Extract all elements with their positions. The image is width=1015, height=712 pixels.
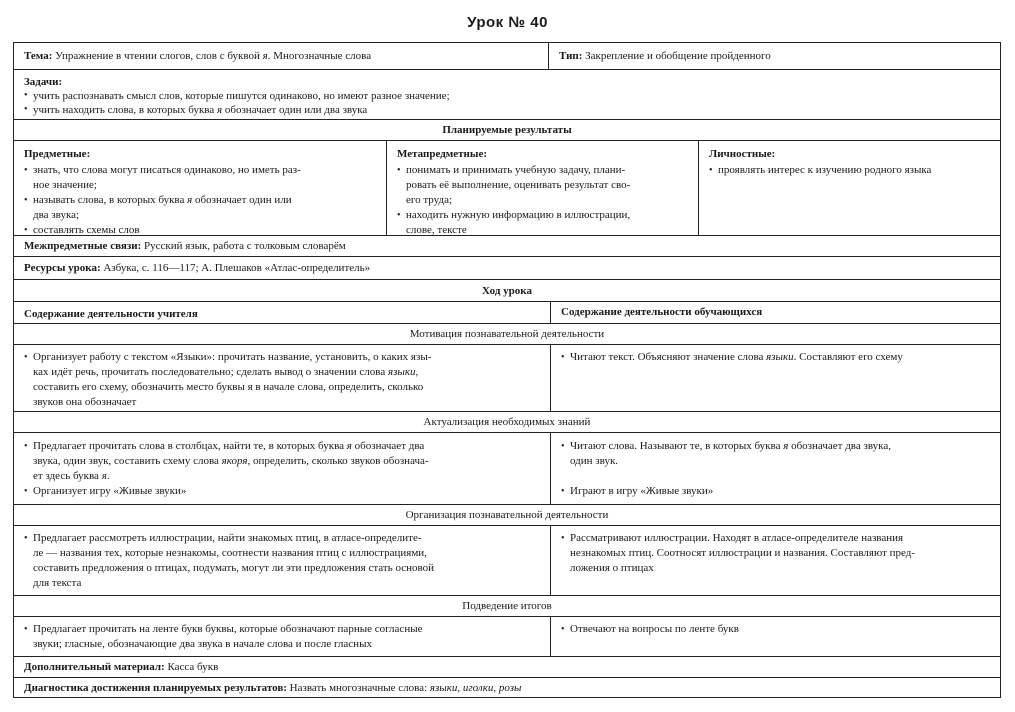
resources-cell — [14, 257, 1000, 279]
student-activity-text: один звук. — [570, 455, 619, 467]
personal-results-title: Личностные: — [709, 148, 776, 160]
teacher-activity-letter: я — [101, 470, 107, 482]
teacher-activity-text: Организует работу с текстом «Языки»: прочитать название, установить, о каких язы- — [33, 351, 432, 363]
task-item-text: учить находить слова, в которых буква — [33, 104, 217, 116]
additional-material-text: Касса букв — [167, 661, 219, 673]
diagnostics-text: Назвать многозначные слова: — [289, 682, 430, 694]
student-activity-text: Играют в игру «Живые звуки» — [570, 485, 714, 497]
type-text: Закрепление и обобщение пройденного — [585, 50, 771, 62]
diagnostics-label: Диагностика достижения планируемых результатов: — [24, 682, 287, 694]
interdisciplinary-label: Межпредметные связи: — [24, 240, 142, 252]
column-headers-row — [14, 302, 1000, 324]
subject-result-item — [24, 163, 376, 193]
organization-teacher-cell — [14, 526, 550, 595]
teacher-activity-item — [24, 531, 540, 591]
teacher-activity-item — [24, 350, 540, 410]
task-item — [24, 89, 990, 103]
teacher-column-header: Содержание деятельности учителя — [24, 308, 198, 320]
teacher-activity-text: ках идёт речь, прочитать последовательно; сделать вывод о значении слова — [33, 366, 388, 378]
planned-results-row — [14, 141, 1000, 236]
student-activity-item — [561, 622, 990, 637]
student-activity-item — [561, 350, 990, 365]
teacher-activity-text: составить его схему, обозначить место буквы я в начале слова, определить, сколько — [33, 381, 424, 393]
student-activity-item — [561, 439, 990, 469]
motivation-header: Мотивация познавательной деятельности — [409, 328, 605, 340]
subject-result-text: знать, что слова могут писаться одинаково, но иметь раз- — [33, 164, 301, 176]
actualization-header-row — [14, 412, 1000, 433]
summary-header: Подведение итогов — [462, 600, 552, 612]
student-column-header: Содержание деятельности обучающихся — [550, 302, 1000, 323]
actualization-header: Актуализация необходимых знаний — [423, 416, 591, 428]
personal-result-text: проявлять интерес к изучению родного языка — [718, 164, 932, 176]
topic-label: Тема: — [24, 50, 53, 62]
subject-result-text: два звука; — [33, 209, 80, 221]
motivation-student-cell — [550, 345, 1000, 411]
motivation-header-row — [14, 324, 1000, 345]
type-cell — [548, 43, 1000, 69]
teacher-activity-text: Организует игру «Живые звуки» — [33, 485, 187, 497]
tasks-row — [14, 70, 1000, 120]
teacher-activity-word: языки — [387, 366, 416, 378]
meta-result-text: понимать и принимать учебную задачу, плани- — [406, 164, 626, 176]
subject-result-item — [24, 193, 376, 223]
summary-header-row — [14, 596, 1000, 617]
teacher-activity-text: , — [415, 366, 419, 378]
subject-result-letter: я — [187, 194, 193, 206]
subject-result-text: составлять схемы слов — [33, 224, 140, 235]
topic-letter: я — [262, 50, 268, 62]
meta-result-item — [397, 208, 688, 235]
diagnostics-row — [14, 678, 1000, 699]
task-item — [24, 103, 990, 117]
personal-result-item — [709, 163, 990, 178]
student-activity-letter: я — [783, 440, 789, 452]
task-item-text-end: обозначает один или два звука — [222, 104, 368, 116]
student-activity-text: Рассматривают иллюстрации. Находят в атласе-определителе названия — [570, 532, 904, 544]
student-activity-text: ложения о птицах — [570, 562, 654, 574]
topic-text-end: . Многозначные слова — [267, 50, 372, 62]
meta-result-text: находить нужную информацию в иллюстрации, — [406, 209, 631, 221]
teacher-activity-word: якоря — [221, 455, 248, 467]
organization-row — [14, 526, 1000, 596]
subject-result-text: называть слова, в которых буква — [33, 194, 188, 206]
task-item-letter: я — [216, 104, 223, 116]
diagnostics-words: языки, иголки, розы — [429, 682, 522, 694]
subject-result-item — [24, 223, 376, 235]
actualization-row — [14, 433, 1000, 505]
additional-material-label: Дополнительный материал: — [24, 661, 165, 673]
interdisciplinary-row — [14, 236, 1000, 257]
teacher-activity-text: ле — названия тех, которые незнакомы, соотнести названия птиц с иллюстрациями, — [33, 547, 427, 559]
student-activity-text: незнакомых птиц. Соотносят иллюстрации и названия. Составляют пред- — [570, 547, 915, 559]
resources-label: Ресурсы урока: — [24, 262, 101, 274]
teacher-activity-text: составить предложения о птицах, подумать, могут ли эти предложения стать основой — [33, 562, 435, 574]
teacher-activity-text: обозначает два — [351, 440, 425, 452]
tasks-cell — [14, 70, 1000, 119]
teacher-activity-text: звуков она обозначает — [33, 396, 137, 408]
task-item-text: учить распознавать смысл слов, которые пишутся одинаково, но имеют разное значение; — [33, 90, 450, 102]
organization-header: Организация познавательной деятельности — [405, 509, 609, 521]
teacher-activity-text: Предлагает рассмотреть иллюстрации, найти знакомых птиц, в атласе-определите- — [33, 532, 422, 544]
teacher-activity-text: звуки; гласные, обозначающие два звука в начале слова и после гласных — [33, 638, 372, 650]
teacher-activity-text: , определить, сколько звуков обознача- — [247, 455, 429, 467]
summary-teacher-cell — [14, 617, 550, 656]
teacher-activity-text: ет здесь буква — [33, 470, 102, 482]
actualization-student-cell — [550, 433, 1000, 504]
student-activity-text: Отвечают на вопросы по ленте букв — [570, 623, 739, 635]
additional-material-cell — [14, 657, 1000, 677]
tasks-label: Задачи: — [24, 76, 63, 88]
topic-text: Упражнение в чтении слогов, слов с буквой — [55, 50, 263, 62]
student-activity-text: Читают текст. Объясняют значение слова — [570, 351, 767, 363]
meta-result-text: ровать её выполнение, оценивать результат сво- — [406, 179, 631, 191]
meta-result-item — [397, 163, 688, 208]
student-activity-item — [561, 484, 990, 499]
lesson-flow-header-row — [14, 280, 1000, 302]
diagnostics-cell — [14, 678, 1000, 699]
student-activity-text: Читают слова. Называют те, в которых буква — [570, 440, 784, 452]
student-activity-word: языки — [766, 351, 794, 363]
motivation-row — [14, 345, 1000, 412]
teacher-activity-text: звука, один звук, составить схему слова — [33, 455, 222, 467]
motivation-teacher-cell — [14, 345, 550, 411]
topic-row — [14, 43, 1000, 70]
summary-student-cell — [550, 617, 1000, 656]
teacher-activity-text: Предлагает прочитать на ленте букв буквы, которые обозначают парные согласные — [33, 623, 423, 635]
lesson-flow-header: Ход урока — [482, 285, 532, 297]
meta-results-title: Метапредметные: — [397, 148, 488, 160]
page-title: Урок № 40 — [467, 14, 548, 31]
student-activity-item — [561, 531, 990, 576]
organization-student-cell — [550, 526, 1000, 595]
subject-results-title: Предметные: — [24, 148, 91, 160]
meta-result-text: его труда; — [406, 194, 453, 206]
resources-row — [14, 257, 1000, 280]
additional-material-row — [14, 657, 1000, 678]
meta-result-text: слове, тексте — [406, 224, 467, 235]
student-activity-text: обозначает два звука, — [788, 440, 891, 452]
topic-cell — [14, 43, 548, 69]
teacher-activity-text: для текста — [33, 577, 82, 589]
teacher-activity-item — [24, 484, 540, 499]
planned-results-header: Планируемые результаты — [442, 124, 572, 136]
meta-results-cell — [386, 141, 698, 235]
organization-header-row — [14, 505, 1000, 526]
student-activity-text: . Составляют его схему — [793, 351, 903, 363]
planned-results-header-row — [14, 120, 1000, 141]
subject-results-cell — [14, 141, 386, 235]
teacher-activity-letter: я — [346, 440, 352, 452]
actualization-teacher-cell — [14, 433, 550, 504]
summary-row — [14, 617, 1000, 657]
lesson-plan-table — [13, 42, 1001, 698]
interdisciplinary-text: Русский язык, работа с толковым словарём — [144, 240, 346, 252]
teacher-activity-item — [24, 439, 540, 484]
personal-results-cell — [698, 141, 1000, 235]
type-label: Тип: — [559, 50, 583, 62]
teacher-activity-text: . — [106, 470, 110, 482]
teacher-activity-item — [24, 622, 540, 652]
resources-text: Азбука, с. 116—117; А. Плешаков «Атлас-определитель» — [103, 262, 371, 274]
subject-result-text: обозначает один или — [192, 194, 292, 206]
teacher-activity-text: Предлагает прочитать слова в столбцах, найти те, в которых буква — [33, 440, 347, 452]
interdisciplinary-cell — [14, 236, 1000, 256]
subject-result-text: ное значение; — [33, 179, 97, 191]
